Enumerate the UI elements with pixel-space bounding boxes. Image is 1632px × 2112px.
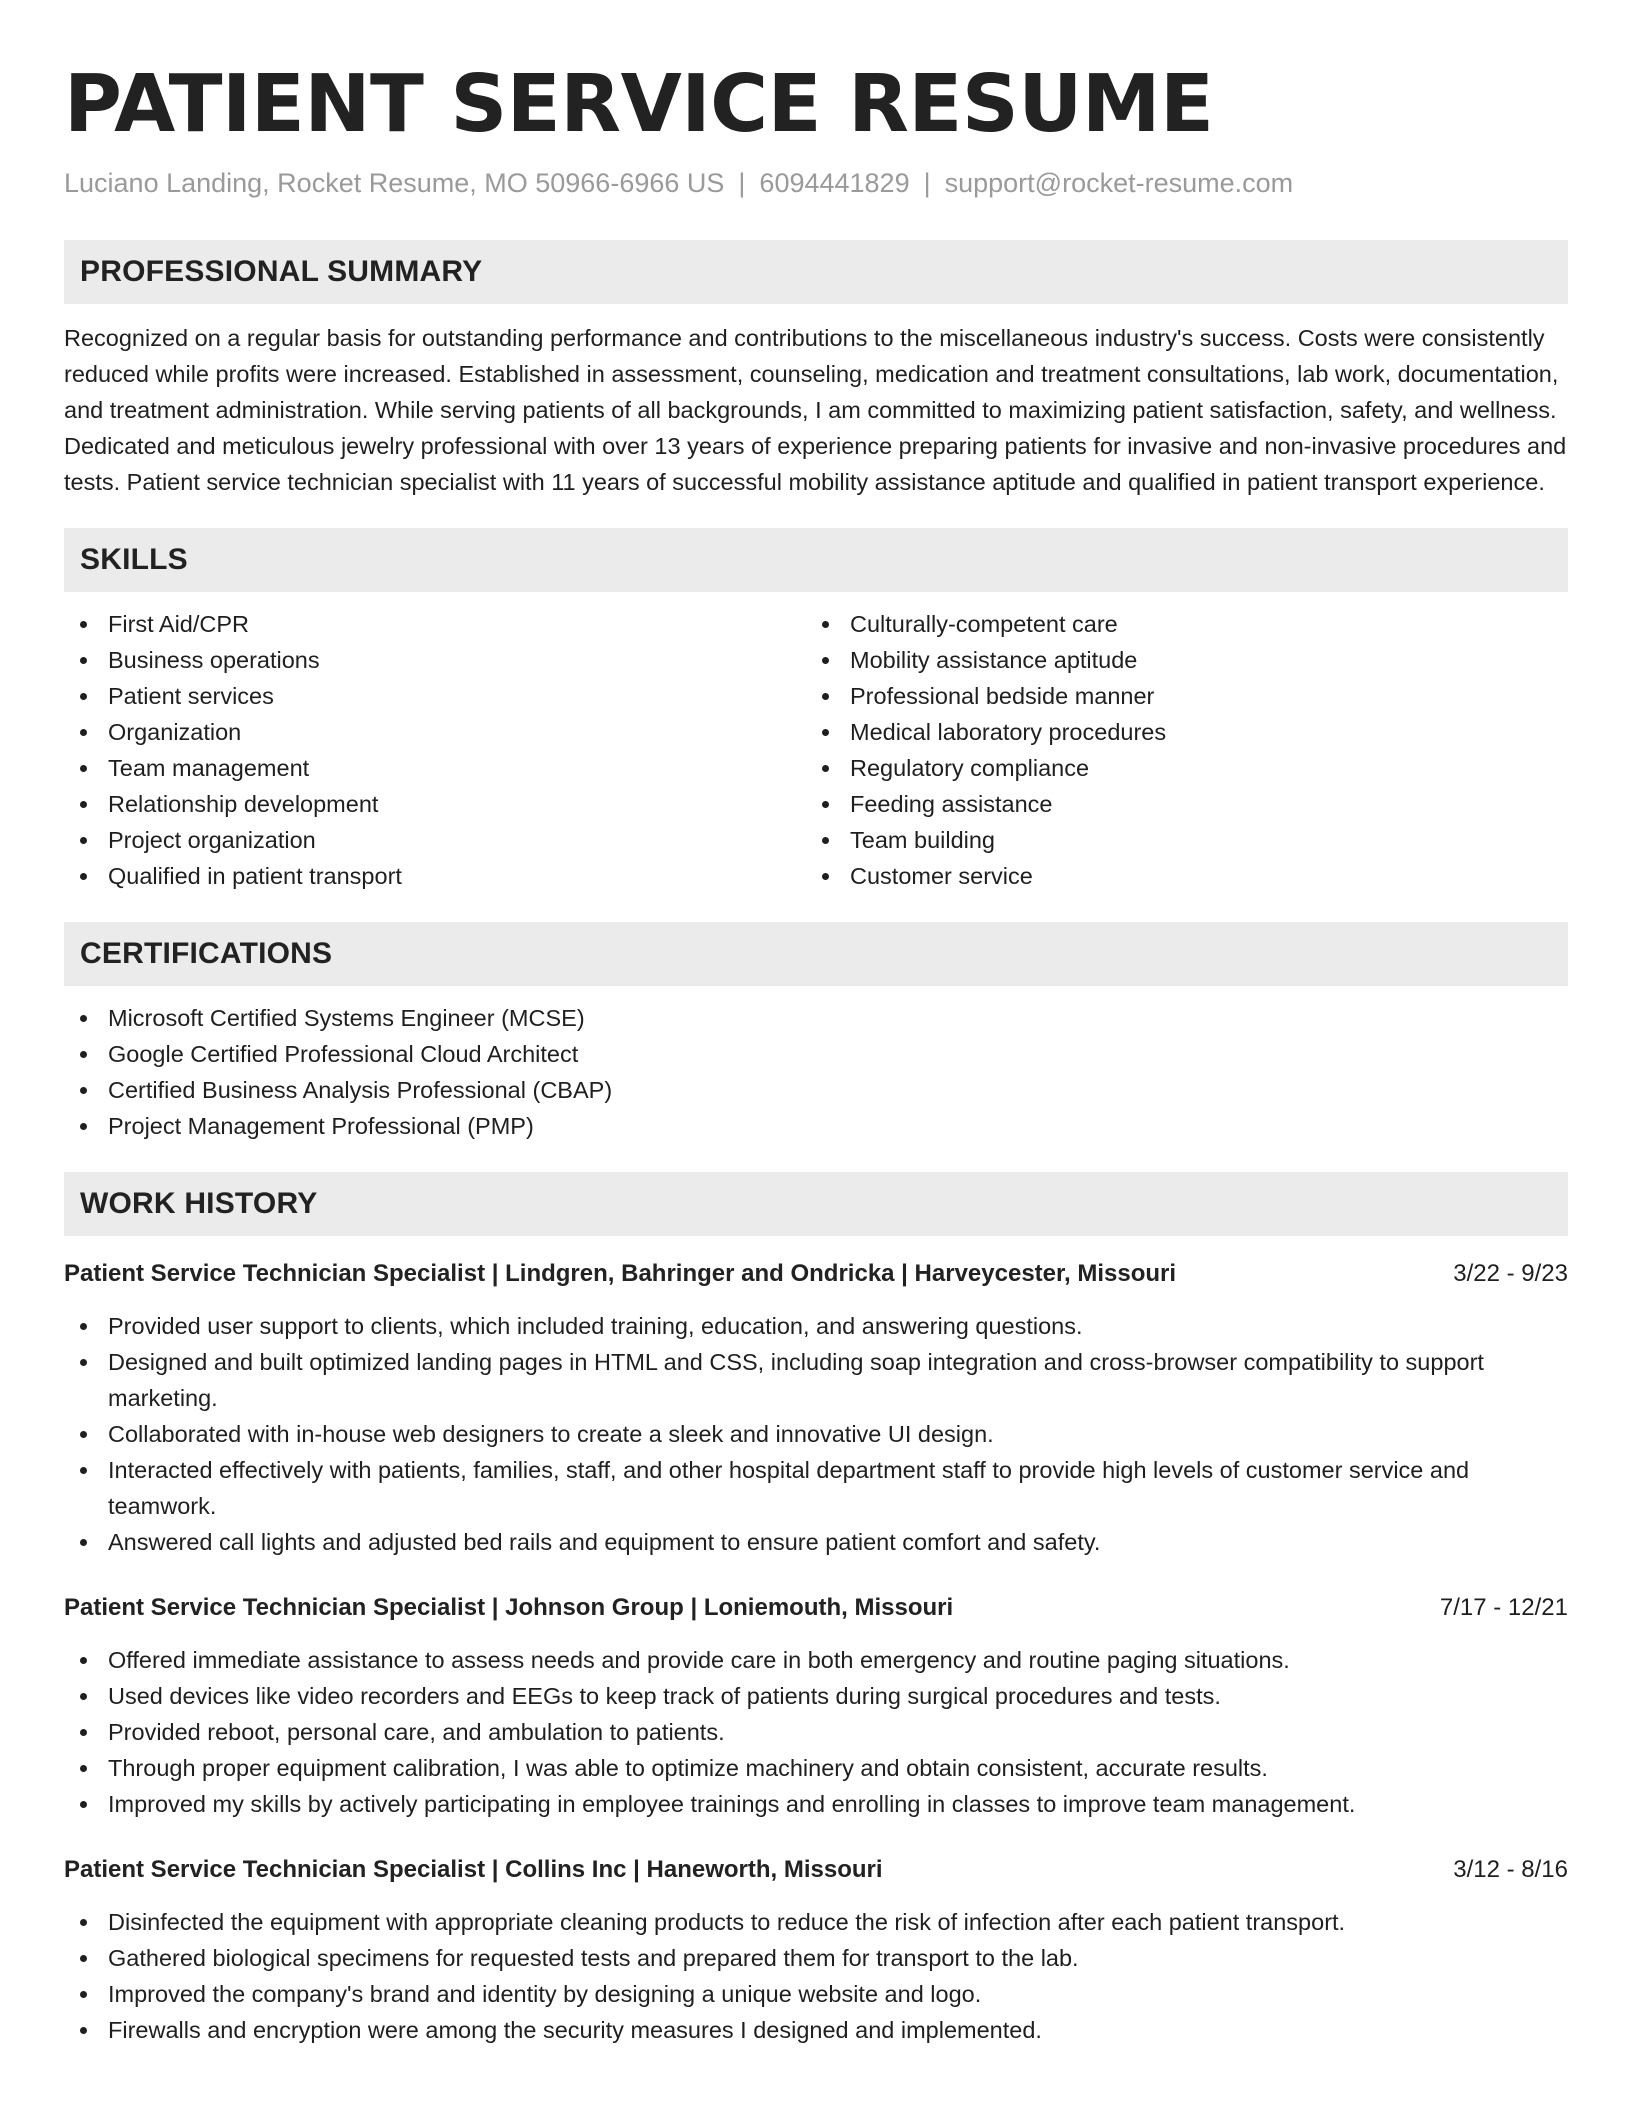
- certification-item: Certified Business Analysis Professional (CBAP): [64, 1072, 1568, 1108]
- section-header-summary: PROFESSIONAL SUMMARY: [64, 240, 1568, 304]
- job-bullets: [64, 1904, 1568, 2048]
- skill-item: Relationship development: [64, 786, 806, 822]
- skill-item: Feeding assistance: [806, 786, 1548, 822]
- job-header: [64, 1852, 1568, 1888]
- contact-separator: |: [923, 168, 931, 198]
- job-bullet: Collaborated with in-house web designers to create a sleek and innovative UI design.: [64, 1416, 1568, 1452]
- job-bullet: Provided user support to clients, which included training, education, and answering questions.: [64, 1308, 1568, 1344]
- job-dates: 3/22 - 9/23: [1453, 1260, 1568, 1287]
- job-bullet: Used devices like video recorders and EEGs to keep track of patients during surgical procedures and tests.: [64, 1678, 1568, 1714]
- skill-item: Culturally-competent care: [806, 606, 1548, 642]
- certification-item: Project Management Professional (PMP): [64, 1108, 1568, 1144]
- resume-title: PATIENT SERVICE RESUME: [64, 58, 1214, 150]
- job-bullet: Answered call lights and adjusted bed rails and equipment to ensure patient comfort and safety.: [64, 1524, 1568, 1560]
- skills-list-left: [64, 606, 806, 894]
- job-bullet: Interacted effectively with patients, families, staff, and other hospital department staff to provide high levels of customer service and teamwork.: [64, 1452, 1568, 1524]
- certification-item: Microsoft Certified Systems Engineer (MCSE): [64, 1000, 1568, 1036]
- job-bullet: Improved the company's brand and identity by designing a unique website and logo.: [64, 1976, 1568, 2012]
- job-bullet: Improved my skills by actively participating in employee trainings and enrolling in classes to improve team management.: [64, 1786, 1568, 1822]
- certification-item: Google Certified Professional Cloud Architect: [64, 1036, 1568, 1072]
- job-bullet: Firewalls and encryption were among the security measures I designed and implemented.: [64, 2012, 1568, 2048]
- skills-list-right: [806, 606, 1548, 894]
- skill-item: Professional bedside manner: [806, 678, 1548, 714]
- job-dates: 7/17 - 12/21: [1439, 1594, 1568, 1621]
- job-dates: 3/12 - 8/16: [1453, 1856, 1568, 1883]
- job-bullets: [64, 1642, 1568, 1822]
- skills-grid: [64, 606, 1568, 894]
- job-bullet: Provided reboot, personal care, and ambulation to patients.: [64, 1714, 1568, 1750]
- resume-page: [64, 56, 1568, 2048]
- skill-item: Mobility assistance aptitude: [806, 642, 1548, 678]
- skill-item: Regulatory compliance: [806, 750, 1548, 786]
- skill-item: Patient services: [64, 678, 806, 714]
- job-title: Patient Service Technician Specialist | Lindgren, Bahringer and Ondricka | Harveycester, Missouri: [64, 1260, 1177, 1287]
- job-entry: [64, 1590, 1568, 1822]
- skill-item: Team building: [806, 822, 1548, 858]
- job-bullet: Offered immediate assistance to assess needs and provide care in both emergency and routine paging situations.: [64, 1642, 1568, 1678]
- contact-phone: 6094441829: [759, 168, 910, 198]
- skill-item: Business operations: [64, 642, 806, 678]
- job-bullet: Disinfected the equipment with appropriate cleaning products to reduce the risk of infection after each patient transport.: [64, 1904, 1568, 1940]
- job-header: [64, 1256, 1568, 1292]
- section-header-work-history: WORK HISTORY: [64, 1172, 1568, 1236]
- certifications-list: [64, 1000, 1568, 1144]
- summary-text: Recognized on a regular basis for outstanding performance and contributions to the miscellaneous industry's success. Costs were consistently reduced while profits were increased. Established in assessment, counseling, medication and treatment consultations, lab work, documentation, and treatment administration. While serving patients of all backgrounds, I am committed to maximizing patient satisfaction, safety, and wellness. Dedicated and meticulous jewelry professional with over 13 years of experience preparing patients for invasive and non-invasive procedures and tests. Patient service technician specialist with 11 years of successful mobility assistance aptitude and qualified in patient transport experience.: [64, 325, 1567, 495]
- job-bullet: Designed and built optimized landing pages in HTML and CSS, including soap integration and cross-browser compatibility to support marketing.: [64, 1344, 1568, 1416]
- job-entry: [64, 1852, 1568, 2048]
- job-header: [64, 1590, 1568, 1626]
- job-bullets: [64, 1308, 1568, 1560]
- job-title: Patient Service Technician Specialist | Collins Inc | Haneworth, Missouri: [64, 1856, 883, 1883]
- contact-separator: |: [738, 168, 746, 198]
- skill-item: Customer service: [806, 858, 1548, 894]
- skill-item: Medical laboratory procedures: [806, 714, 1548, 750]
- skill-item: Organization: [64, 714, 806, 750]
- skill-item: Qualified in patient transport: [64, 858, 806, 894]
- section-header-skills: SKILLS: [64, 528, 1568, 592]
- job-bullet: Through proper equipment calibration, I was able to optimize machinery and obtain consistent, accurate results.: [64, 1750, 1568, 1786]
- job-title: Patient Service Technician Specialist | Johnson Group | Loniemouth, Missouri: [64, 1594, 954, 1621]
- contact-line: [64, 166, 1568, 200]
- contact-email: support@rocket-resume.com: [944, 168, 1294, 198]
- section-header-certifications: CERTIFICATIONS: [64, 922, 1568, 986]
- job-entry: [64, 1256, 1568, 1560]
- skill-item: First Aid/CPR: [64, 606, 806, 642]
- contact-address: Luciano Landing, Rocket Resume, MO 50966-6966 US: [64, 168, 725, 198]
- skill-item: Project organization: [64, 822, 806, 858]
- skill-item: Team management: [64, 750, 806, 786]
- job-bullet: Gathered biological specimens for requested tests and prepared them for transport to the lab.: [64, 1940, 1568, 1976]
